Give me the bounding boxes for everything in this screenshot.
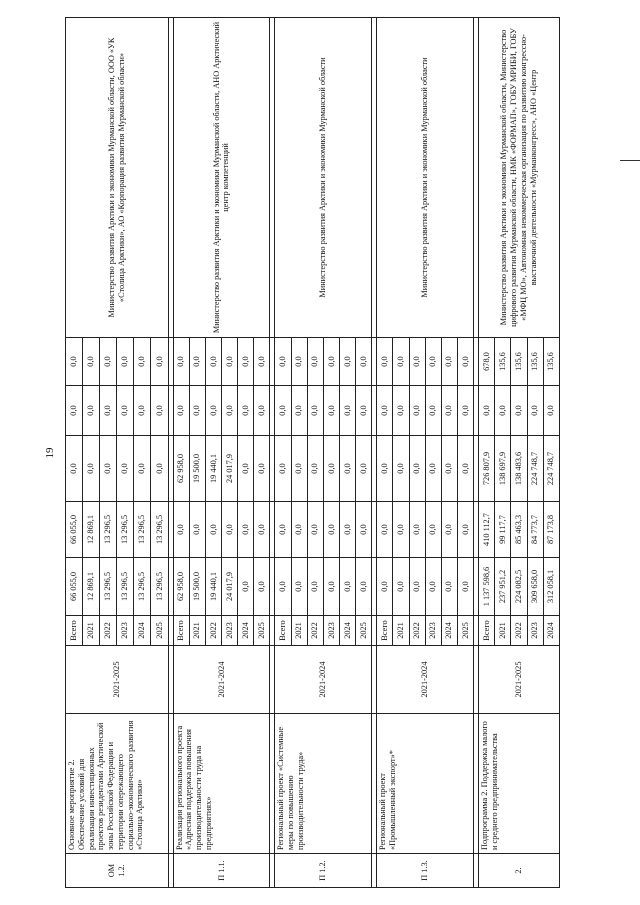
year-cell: 2023 <box>221 616 237 646</box>
value-cell: 0,0 <box>339 386 355 436</box>
value-cell: 99 117,7 <box>495 502 511 558</box>
year-cell: 2023 <box>323 616 339 646</box>
value-cell: 0,0 <box>238 338 254 386</box>
value-cell: 0,0 <box>441 558 457 616</box>
value-cell: 0,0 <box>66 386 83 436</box>
value-cell: 0,0 <box>134 386 151 436</box>
value-cell: 0,0 <box>425 558 441 616</box>
value-cell: 0,0 <box>457 436 473 502</box>
value-cell: 135,6 <box>495 338 511 386</box>
value-cell: 0,0 <box>495 386 511 436</box>
year-cell: Всего <box>479 616 495 646</box>
row-name: Подпрограмма 2. Поддержка малого и среднего предпринимательства <box>479 714 560 854</box>
value-cell: 0,0 <box>254 386 270 436</box>
table-row <box>377 18 393 888</box>
executor-cell: Министерство развития Арктики и экономики Мурманской области <box>377 18 474 338</box>
value-cell: 410 112,7 <box>479 502 495 558</box>
value-cell: 19 440,1 <box>205 558 221 616</box>
value-cell: 0,0 <box>100 436 117 502</box>
value-cell: 0,0 <box>307 502 323 558</box>
year-cell: 2022 <box>100 616 117 646</box>
value-cell: 138 697,9 <box>495 436 511 502</box>
executor-cell: Министерство развития Арктики и экономики Мурманской области, АНО Арктический центр компетенций <box>173 18 270 338</box>
table-row <box>173 18 189 888</box>
value-cell: 0,0 <box>409 502 425 558</box>
value-cell: 0,0 <box>173 386 189 436</box>
value-cell: 135,6 <box>511 338 527 386</box>
value-cell: 0,0 <box>356 502 372 558</box>
value-cell: 0,0 <box>66 436 83 502</box>
value-cell: 0,0 <box>291 502 307 558</box>
value-cell: 0,0 <box>393 502 409 558</box>
value-cell: 0,0 <box>151 436 168 502</box>
year-cell: 2025 <box>254 616 270 646</box>
value-cell: 0,0 <box>377 502 393 558</box>
value-cell: 0,0 <box>393 338 409 386</box>
value-cell: 0,0 <box>339 436 355 502</box>
value-cell: 0,0 <box>323 338 339 386</box>
value-cell: 726 807,9 <box>479 436 495 502</box>
value-cell: 0,0 <box>173 338 189 386</box>
row-period: 2021-2024 <box>377 646 474 714</box>
value-cell: 13 296,5 <box>117 502 134 558</box>
value-cell: 0,0 <box>441 386 457 436</box>
value-cell: 0,0 <box>221 502 237 558</box>
year-cell: 2025 <box>151 616 168 646</box>
value-cell: 24 017,9 <box>221 436 237 502</box>
value-cell: 12 869,1 <box>83 558 100 616</box>
value-cell: 62 958,0 <box>173 558 189 616</box>
value-cell: 13 296,5 <box>134 558 151 616</box>
value-cell: 0,0 <box>377 558 393 616</box>
value-cell: 0,0 <box>356 558 372 616</box>
row-code: П 1.2. <box>275 854 372 888</box>
row-code: П 1.3. <box>377 854 474 888</box>
value-cell: 0,0 <box>151 338 168 386</box>
year-cell: 2021 <box>83 616 100 646</box>
value-cell: 62 958,0 <box>173 436 189 502</box>
table-row <box>66 18 83 888</box>
value-cell: 678,0 <box>479 338 495 386</box>
value-cell: 0,0 <box>117 338 134 386</box>
value-cell: 0,0 <box>409 386 425 436</box>
value-cell: 0,0 <box>291 558 307 616</box>
value-cell: 0,0 <box>457 558 473 616</box>
value-cell: 0,0 <box>511 386 527 436</box>
value-cell: 224 748,7 <box>543 436 559 502</box>
value-cell: 224 082,5 <box>511 558 527 616</box>
value-cell: 0,0 <box>238 436 254 502</box>
value-cell: 0,0 <box>275 386 291 436</box>
value-cell: 0,0 <box>425 436 441 502</box>
value-cell: 0,0 <box>307 386 323 436</box>
year-cell: 2022 <box>205 616 221 646</box>
value-cell: 1 137 598,6 <box>479 558 495 616</box>
value-cell: 135,6 <box>527 338 543 386</box>
year-cell: 2021 <box>291 616 307 646</box>
value-cell: 85 463,3 <box>511 502 527 558</box>
row-period: 2021-2024 <box>173 646 270 714</box>
value-cell: 0,0 <box>409 338 425 386</box>
value-cell: 0,0 <box>100 338 117 386</box>
value-cell: 0,0 <box>393 558 409 616</box>
value-cell: 0,0 <box>457 338 473 386</box>
value-cell: 0,0 <box>238 558 254 616</box>
value-cell: 135,6 <box>543 338 559 386</box>
value-cell: 0,0 <box>356 338 372 386</box>
year-cell: 2022 <box>511 616 527 646</box>
year-cell: 2021 <box>393 616 409 646</box>
page-number: 19 <box>44 447 56 459</box>
value-cell: 0,0 <box>117 386 134 436</box>
row-period: 2021-2024 <box>275 646 372 714</box>
value-cell: 0,0 <box>275 502 291 558</box>
value-cell: 19 500,0 <box>189 436 205 502</box>
value-cell: 0,0 <box>221 338 237 386</box>
year-cell: 2025 <box>356 616 372 646</box>
year-cell: 2024 <box>238 616 254 646</box>
value-cell: 0,0 <box>189 502 205 558</box>
value-cell: 0,0 <box>323 558 339 616</box>
value-cell: 0,0 <box>291 436 307 502</box>
value-cell: 0,0 <box>254 558 270 616</box>
value-cell: 224 748,7 <box>527 436 543 502</box>
value-cell: 0,0 <box>307 558 323 616</box>
value-cell: 0,0 <box>441 436 457 502</box>
year-cell: 2022 <box>409 616 425 646</box>
value-cell: 0,0 <box>441 502 457 558</box>
value-cell: 0,0 <box>457 386 473 436</box>
value-cell: 0,0 <box>189 386 205 436</box>
year-cell: 2024 <box>441 616 457 646</box>
value-cell: 0,0 <box>221 386 237 436</box>
value-cell: 13 296,5 <box>151 502 168 558</box>
value-cell: 312 058,1 <box>543 558 559 616</box>
value-cell: 0,0 <box>356 436 372 502</box>
row-code: 2. <box>479 854 560 888</box>
value-cell: 0,0 <box>527 386 543 436</box>
rotated-page <box>65 18 560 888</box>
value-cell: 0,0 <box>441 338 457 386</box>
value-cell: 13 296,5 <box>100 558 117 616</box>
value-cell: 0,0 <box>425 386 441 436</box>
executor-cell: Министерство развития Арктики и экономики Мурманской области, Министерство цифрового развития Мурманской области, НМК «ФОРМАП», ГОБУ МРИБИ, ГОБУ «МФЦ МО», Автономная некоммерческая организация по развитию конгрессно-выставочной деятельности «Мурманконгресс», АНО «Центр <box>479 18 560 338</box>
value-cell: 0,0 <box>377 386 393 436</box>
value-cell: 66 055,0 <box>66 558 83 616</box>
value-cell: 19 440,1 <box>205 436 221 502</box>
year-cell: 2022 <box>307 616 323 646</box>
value-cell: 0,0 <box>307 338 323 386</box>
budget-table <box>65 17 560 888</box>
value-cell: 0,0 <box>323 436 339 502</box>
value-cell: 0,0 <box>254 338 270 386</box>
year-cell: Всего <box>377 616 393 646</box>
value-cell: 0,0 <box>134 338 151 386</box>
row-period: 2021-2025 <box>479 646 560 714</box>
value-cell: 12 869,1 <box>83 502 100 558</box>
value-cell: 13 296,5 <box>117 558 134 616</box>
value-cell: 0,0 <box>275 558 291 616</box>
value-cell: 0,0 <box>83 386 100 436</box>
executor-cell: Министерство развития Арктики и экономики Мурманской области, ООО «УК «Столица Арктики», АО «Корпорация развития Мурманской области» <box>66 18 169 338</box>
value-cell: 0,0 <box>275 338 291 386</box>
year-cell: 2024 <box>134 616 151 646</box>
value-cell: 0,0 <box>377 436 393 502</box>
value-cell: 0,0 <box>205 502 221 558</box>
value-cell: 84 773,7 <box>527 502 543 558</box>
value-cell: 0,0 <box>393 436 409 502</box>
row-period: 2021-2025 <box>66 646 169 714</box>
year-cell: 2023 <box>527 616 543 646</box>
value-cell: 0,0 <box>323 502 339 558</box>
value-cell: 0,0 <box>117 436 134 502</box>
value-cell: 0,0 <box>173 502 189 558</box>
value-cell: 87 173,8 <box>543 502 559 558</box>
value-cell: 0,0 <box>479 386 495 436</box>
value-cell: 0,0 <box>307 436 323 502</box>
row-name: Региональный проект «Промышленный экспорт»* <box>377 714 474 854</box>
value-cell: 0,0 <box>339 338 355 386</box>
value-cell: 24 017,9 <box>221 558 237 616</box>
year-cell: 2025 <box>457 616 473 646</box>
value-cell: 0,0 <box>425 502 441 558</box>
year-cell: Всего <box>275 616 291 646</box>
year-cell: 2023 <box>425 616 441 646</box>
value-cell: 0,0 <box>323 386 339 436</box>
value-cell: 0,0 <box>254 502 270 558</box>
value-cell: 13 296,5 <box>100 502 117 558</box>
value-cell: 13 296,5 <box>151 558 168 616</box>
value-cell: 0,0 <box>100 386 117 436</box>
value-cell: 0,0 <box>205 386 221 436</box>
value-cell: 138 483,6 <box>511 436 527 502</box>
value-cell: 0,0 <box>238 386 254 436</box>
row-code: ОМ 1.2. <box>66 854 169 888</box>
table-row <box>479 18 495 888</box>
value-cell: 19 500,0 <box>189 558 205 616</box>
value-cell: 0,0 <box>275 436 291 502</box>
row-name: Основное мероприятие 2. Обеспечение условий для реализации инвестиционных проектов резидентами Арктической зоны Российской Федерации и территории опережающего социально-экономического развития «Столица Арктики» <box>66 714 169 854</box>
year-cell: 2024 <box>339 616 355 646</box>
value-cell: 0,0 <box>409 436 425 502</box>
value-cell: 0,0 <box>151 386 168 436</box>
value-cell: 0,0 <box>425 338 441 386</box>
row-code: П 1.1. <box>173 854 270 888</box>
value-cell: 0,0 <box>339 558 355 616</box>
year-cell: 2024 <box>543 616 559 646</box>
table-body <box>66 18 560 888</box>
table-row <box>275 18 291 888</box>
value-cell: 237 951,2 <box>495 558 511 616</box>
value-cell: 0,0 <box>457 502 473 558</box>
value-cell: 0,0 <box>393 386 409 436</box>
value-cell: 0,0 <box>205 338 221 386</box>
row-name: Реализация регионального проекта «Адресная поддержка повышения производительности труда на предприятиях» <box>173 714 270 854</box>
value-cell: 0,0 <box>83 338 100 386</box>
value-cell: 0,0 <box>291 386 307 436</box>
value-cell: 0,0 <box>66 338 83 386</box>
year-cell: Всего <box>173 616 189 646</box>
value-cell: 0,0 <box>134 436 151 502</box>
value-cell: 0,0 <box>543 386 559 436</box>
executor-cell: Министерство развития Арктики и экономики Мурманской области <box>275 18 372 338</box>
row-name: Региональный проект «Системные меры по повышению производительности труда» <box>275 714 372 854</box>
value-cell: 0,0 <box>291 338 307 386</box>
value-cell: 13 296,5 <box>134 502 151 558</box>
value-cell: 0,0 <box>377 338 393 386</box>
value-cell: 0,0 <box>254 436 270 502</box>
value-cell: 309 658,0 <box>527 558 543 616</box>
value-cell: 0,0 <box>339 502 355 558</box>
year-cell: 2021 <box>495 616 511 646</box>
value-cell: 0,0 <box>356 386 372 436</box>
value-cell: 0,0 <box>83 436 100 502</box>
value-cell: 0,0 <box>238 502 254 558</box>
year-cell: Всего <box>66 616 83 646</box>
year-cell: 2023 <box>117 616 134 646</box>
value-cell: 0,0 <box>189 338 205 386</box>
value-cell: 66 055,0 <box>66 502 83 558</box>
value-cell: 0,0 <box>409 558 425 616</box>
margin-mark <box>620 160 640 161</box>
year-cell: 2021 <box>189 616 205 646</box>
